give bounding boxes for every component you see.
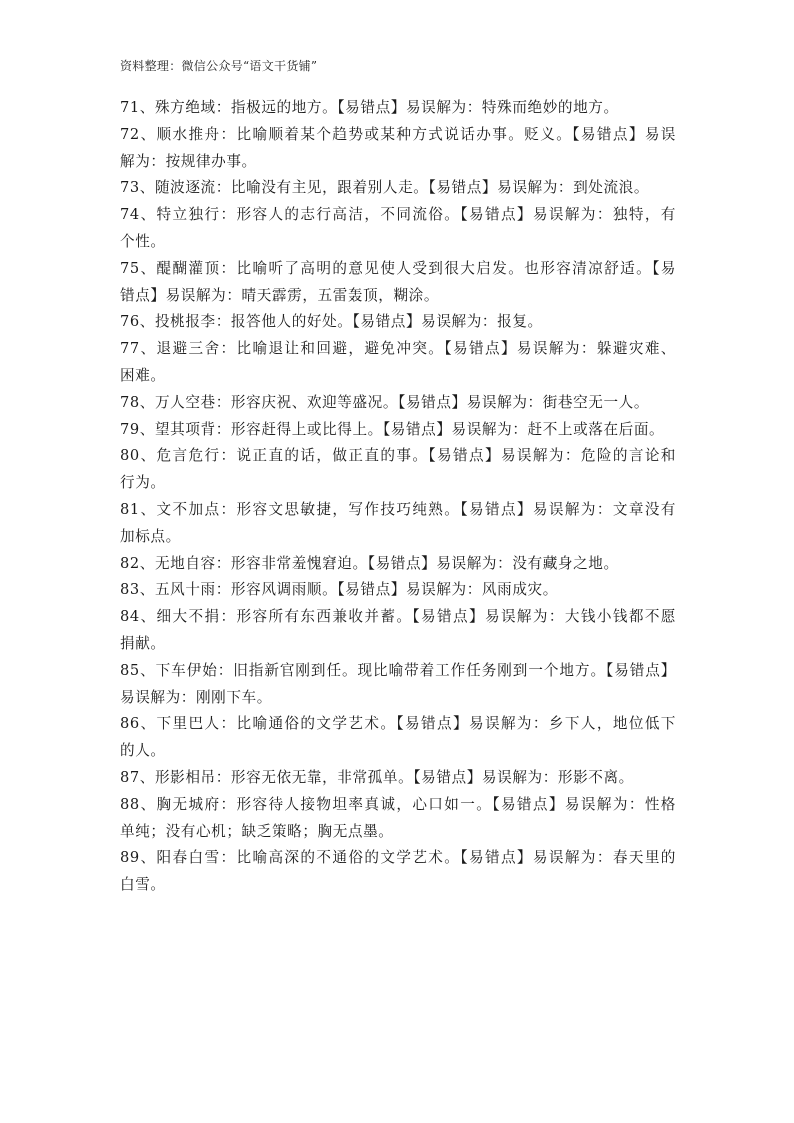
text-line: 错点】易误解为：晴天霹雳，五雷轰顶，糊涂。 [120, 286, 440, 304]
text-line: 75、醍醐灌顶：比喻听了高明的意见使人受到很大启发。也形容清凉舒适。【易 [120, 259, 676, 277]
text-line: 71、殊方绝域：指极远的地方。【易错点】易误解为：特殊而绝妙的地方。 [120, 99, 619, 116]
text-line: 77、退避三舍：比喻退让和回避，避免冲突。【易错点】易误解为：躲避灾难、 [120, 340, 676, 358]
text-line: 76、投桃报李：报答他人的好处。【易错点】易误解为：报复。 [120, 313, 543, 331]
idiom-list [120, 95, 676, 899]
page-header-source: 资料整理：微信公众号“语文干货铺” [120, 59, 318, 73]
text-line: 白雪。 [120, 876, 166, 894]
text-line: 困难。 [120, 366, 166, 384]
text-line: 84、细大不捐：形容所有东西兼收并蓄。【易错点】易误解为：大钱小钱都不愿 [120, 608, 676, 626]
text-line: 83、五风十雨：形容风调雨顺。【易错点】易误解为：风雨成灾。 [120, 581, 558, 599]
text-line: 80、危言危行：说正直的话，做正直的事。【易错点】易误解为：危险的言论和 [120, 447, 676, 465]
text-line: 81、文不加点：形容文思敏捷，写作技巧纯熟。【易错点】易误解为：文章没有 [120, 500, 676, 518]
text-line: 86、下里巴人：比喻通俗的文学艺术。【易错点】易误解为：乡下人，地位低下 [120, 715, 676, 733]
text-line: 74、特立独行：形容人的志行高洁，不同流俗。【易错点】易误解为：独特，有 [120, 206, 676, 224]
text-line: 73、随波逐流：比喻没有主见，跟着别人走。【易错点】易误解为：到处流浪。 [120, 179, 650, 197]
text-line: 88、胸无城府：形容待人接物坦率真诚，心口如一。【易错点】易误解为：性格 [120, 795, 676, 813]
text-line: 捐献。 [120, 634, 166, 652]
text-line: 82、无地自容：形容非常羞愧窘迫。【易错点】易误解为：没有藏身之地。 [120, 554, 619, 572]
text-line: 72、顺水推舟：比喻顺着某个趋势或某种方式说话办事。贬义。【易错点】易误 [120, 125, 676, 143]
text-line: 的人。 [120, 742, 166, 760]
text-line: 单纯；没有心机；缺乏策略；胸无点墨。 [120, 822, 394, 840]
text-line: 个性。 [120, 232, 166, 250]
text-line: 易误解为：刚刚下车。 [120, 688, 272, 706]
text-line: 解为：按规律办事。 [120, 152, 257, 170]
text-line: 87、形影相吊：形容无依无靠，非常孤单。【易错点】易误解为：形影不离。 [120, 768, 634, 786]
text-line: 79、望其项背：形容赶得上或比得上。【易错点】易误解为：赶不上或落在后面。 [120, 420, 665, 438]
text-line: 85、下车伊始：旧指新官刚到任。现比喻带着工作任务刚到一个地方。【易错点】 [120, 661, 676, 679]
text-line: 89、阳春白雪：比喻高深的不通俗的文学艺术。【易错点】易误解为：春天里的 [120, 849, 676, 867]
text-line: 78、万人空巷：形容庆祝、欢迎等盛况。【易错点】易误解为：街巷空无一人。 [120, 393, 650, 411]
text-line: 加标点。 [120, 527, 181, 545]
text-line: 行为。 [120, 474, 166, 492]
